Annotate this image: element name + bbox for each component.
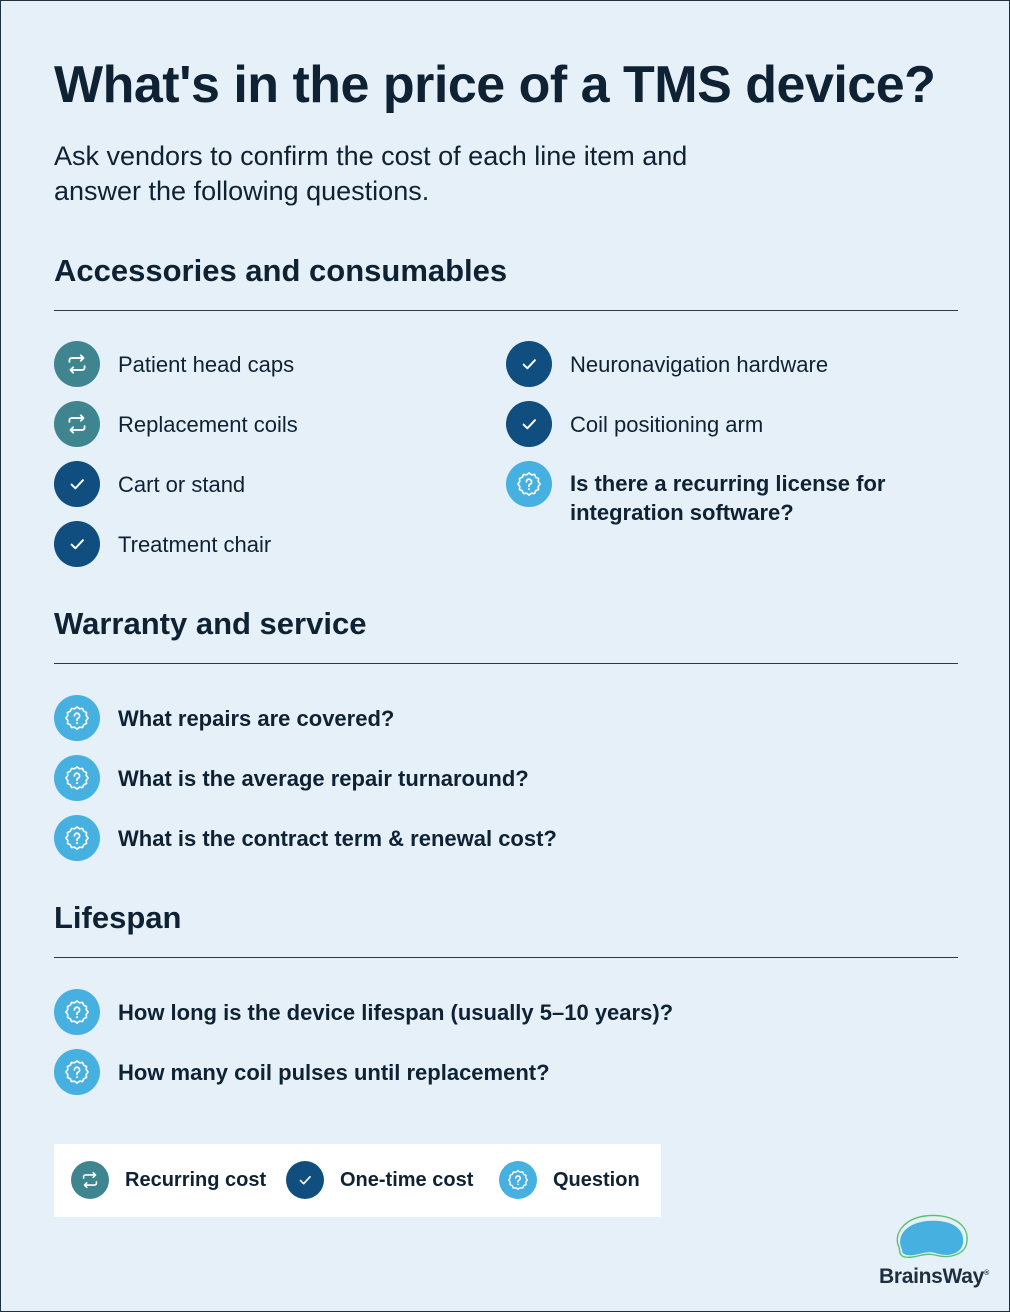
recurring-icon	[71, 1161, 109, 1199]
page-title: What's in the price of a TMS device?	[54, 56, 936, 114]
section-heading-accessories: Accessories and consumables	[54, 253, 508, 288]
list-item	[54, 401, 298, 447]
item-label: What is the average repair turnaround?	[118, 765, 529, 791]
list-item	[506, 341, 828, 387]
list-item	[54, 695, 394, 741]
legend-item-question	[499, 1161, 640, 1199]
checkmark-icon	[506, 341, 552, 387]
checkmark-icon	[286, 1161, 324, 1199]
item-label: Cart or stand	[118, 471, 246, 497]
checkmark-icon	[54, 461, 100, 507]
list-item	[54, 1049, 550, 1095]
list-item	[54, 521, 271, 567]
list-item	[54, 989, 673, 1035]
legend-label: Question	[553, 1168, 640, 1191]
question-icon	[506, 461, 552, 507]
question-icon	[54, 815, 100, 861]
section-heading-warranty: Warranty and service	[54, 606, 367, 641]
item-label: Patient head caps	[118, 351, 295, 377]
item-label: How many coil pulses until replacement?	[118, 1059, 550, 1085]
legend-item-recurring	[71, 1161, 266, 1199]
question-icon	[54, 989, 100, 1035]
logo-wordmark: BrainsWay®	[879, 1265, 989, 1288]
item-label: How long is the device lifespan (usually 5–10 years)?	[118, 999, 674, 1025]
item-label: Replacement coils	[118, 411, 298, 437]
item-label: Treatment chair	[118, 531, 272, 557]
question-icon	[499, 1161, 537, 1199]
list-item	[54, 341, 294, 387]
recurring-icon	[54, 401, 100, 447]
question-icon	[54, 1049, 100, 1095]
question-icon	[54, 755, 100, 801]
item-label: Neuronavigation hardware	[570, 351, 829, 377]
item-label: Is there a recurring license for integration software?	[570, 471, 886, 525]
brain-logo-icon	[891, 1211, 973, 1265]
brainsway-logo	[877, 1211, 989, 1291]
section-divider	[54, 663, 958, 664]
checkmark-icon	[506, 401, 552, 447]
item-label: What repairs are covered?	[118, 705, 395, 731]
legend	[54, 1144, 661, 1217]
list-item	[54, 461, 245, 507]
item-label: Coil positioning arm	[570, 411, 764, 437]
recurring-icon	[54, 341, 100, 387]
section-divider	[54, 957, 958, 958]
legend-label: One-time cost	[340, 1168, 474, 1191]
checkmark-icon	[54, 521, 100, 567]
section-divider	[54, 310, 958, 311]
legend-label: Recurring cost	[125, 1168, 267, 1191]
question-icon	[54, 695, 100, 741]
list-item	[54, 755, 529, 801]
item-label: What is the contract term & renewal cost?	[118, 825, 557, 851]
page-subtitle: Ask vendors to confirm the cost of each line item and answer the following questions.	[54, 141, 688, 206]
list-item	[506, 461, 890, 527]
list-item	[506, 401, 763, 447]
legend-item-onetime	[286, 1161, 473, 1199]
section-heading-lifespan: Lifespan	[54, 900, 182, 935]
list-item	[54, 815, 557, 861]
